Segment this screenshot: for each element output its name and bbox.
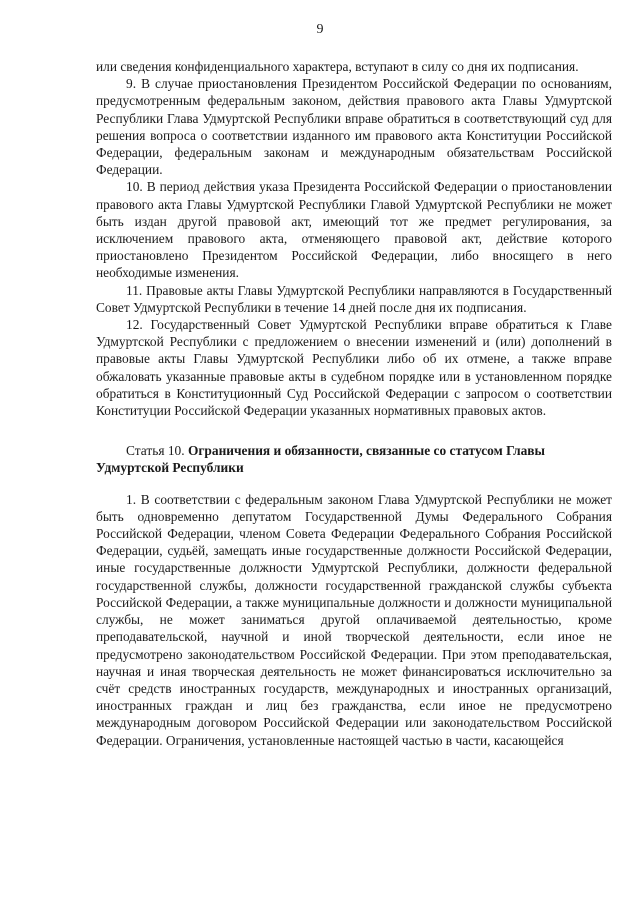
paragraph-12: 12. Государственный Совет Удмуртской Республики вправе обратиться к Главе Удмуртской Республики с предложением о внесении изменений и (или) дополнений в правовые акты Главы Удмуртской Республики либо об их отмене, а также вправе обжаловать указанные правовые акты в судебном порядке или в установленном порядке обратиться в Конституционный Суд Российской Федерации с запросом о соответствии Конституции Российской Федерации указанных нормативных правовых актов. — [96, 317, 612, 419]
paragraph-continuation: или сведения конфиденциального характера, вступают в силу со дня их подписания. — [96, 59, 579, 74]
paragraph-10: 10. В период действия указа Президента Российской Федерации о приостановлении правового акта Главы Удмуртской Республики Главой Удмуртской Республики не может быть издан другой правовой акт, имеющий тот же предмет регулирования, за исключением правового акта, отменяющего правовой акт, действие которого приостановлено Президентом Российской Федерации, либо вносящего в него необходимые изменения. — [96, 179, 612, 281]
paragraph-11: 11. Правовые акты Главы Удмуртской Республики направляются в Государственный Совет Удмуртской Республики в течение 14 дней после дня их подписания. — [96, 282, 612, 315]
paragraph-9: 9. В случае приостановления Президентом Российской Федерации по основаниям, предусмотренным федеральным законом, действия правового акта Главы Удмуртской Республики Глава Удмуртской Республики вправе обратиться в соответствующий суд для решения вопроса о соответствии изданного им правового акта Конституции Российской Федерации, федеральным законам и международным обязательствам Российской Федерации. — [96, 76, 612, 178]
article-title-line2: Удмуртской Республики — [96, 460, 244, 476]
article-label: Статья 10. — [126, 443, 185, 459]
page-number: 9 — [316, 22, 324, 37]
article-title-line1: Ограничения и обязанности, связанные со статусом Главы — [187, 443, 545, 459]
section-gap — [96, 477, 612, 491]
section-gap — [96, 419, 612, 442]
document-body — [96, 58, 612, 749]
article-heading — [96, 442, 612, 459]
article-paragraph-1: 1. В соответствии с федеральным законом Глава Удмуртской Республики не может быть одновременно депутатом Государственной Думы Федерального Собрания Российской Федерации, членом Совета Федерации Федерального Собрания Российской Федерации, судьёй, замещать иные государственные должности Российской Федерации, иные государственные должности Удмуртской Республики, должности федеральной государственной службы, должности государственной гражданской службы субъекта Российской Федерации, а также муниципальные должности и должности муниципальной службы, не может заниматься другой оплачиваемой деятельностью, кроме преподавательской, научной и иной творческой деятельности, если иное не предусмотрено законодательством Российской Федерации. При этом преподавательская, научная и иная творческая деятельность не может финансироваться исключительно за счёт средств иностранных государств, международных и иностранных организаций, иностранных граждан и лиц без гражданства, если иное не предусмотрено международным договором Российской Федерации или законодательством Российской Федерации. Ограничения, установленные настоящей частью в части, касающейся — [96, 491, 612, 748]
